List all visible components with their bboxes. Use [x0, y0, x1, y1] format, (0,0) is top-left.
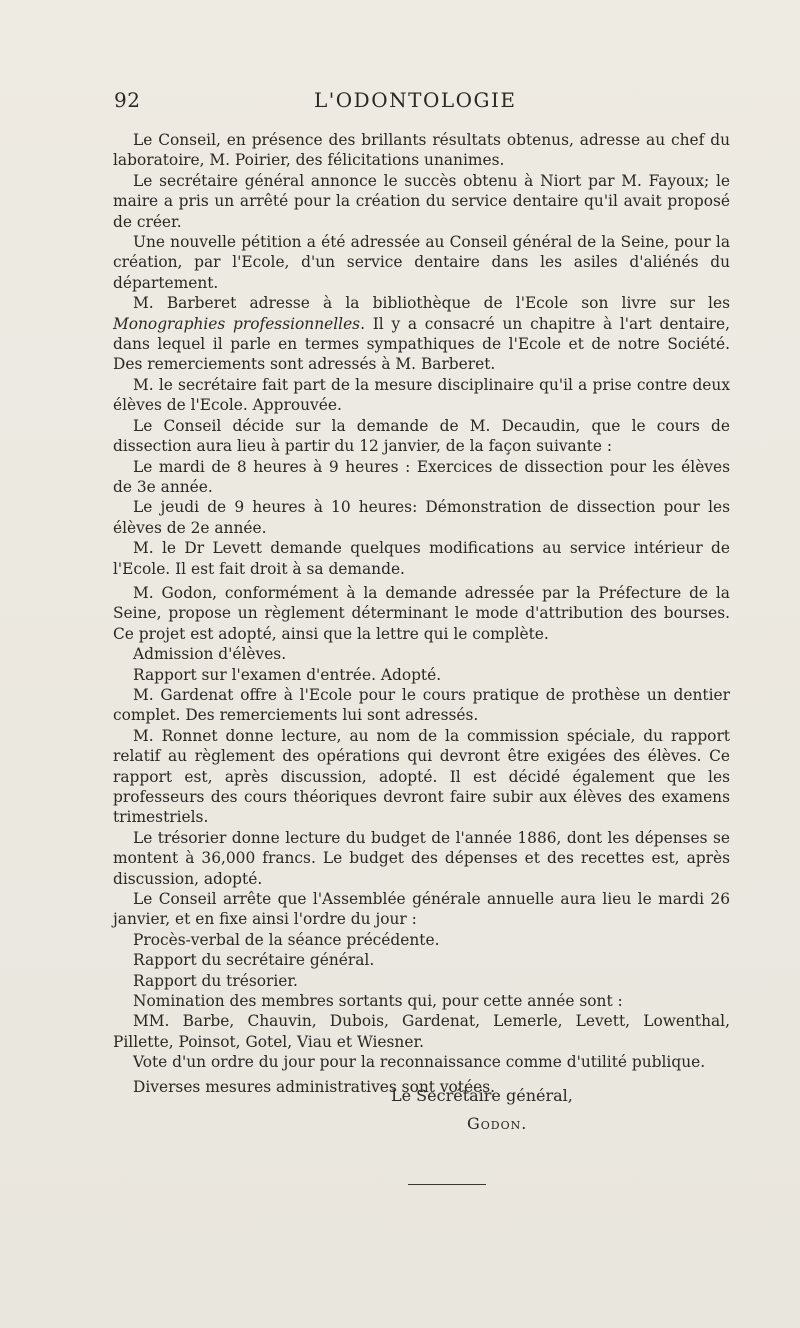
agenda-vote: Vote d'un ordre du jour pour la reconnaissance comme d'utilité publique.: [133, 1053, 706, 1072]
paragraph-niort: Le secrétaire général annonce le succès obtenu à Niort par M. Fayoux; le maire a pris un arrêté pour la création du service dentaire qu'il avait proposé de créer.: [113, 171, 730, 231]
end-rule: [408, 1184, 486, 1185]
paragraph-assembly: Le Conseil arrête que l'Assemblée générale annuelle aura lieu le mardi 26 janvier, et en fixe ainsi l'ordre du jour :: [113, 890, 730, 929]
paragraph-petition: Une nouvelle pétition a été adressée au Conseil général de la Seine, pour la création, par l'Ecole, d'un service dentaire dans les asiles d'aliénés du département.: [113, 233, 730, 292]
paragraph-laboratory: Le Conseil, en présence des brillants résultats obtenus, adresse au chef du laboratoire, M. Poirier, des félicitations unanimes.: [113, 131, 730, 170]
barberet-text-before: M. Barberet adresse à la bibliothèque de l'Ecole son livre sur les: [133, 294, 730, 313]
agenda-item: Rapport du trésorier.: [133, 971, 298, 990]
agenda-item: Procès-verbal de la séance précédente.: [133, 930, 440, 949]
signature-title: Le Secrétaire général,: [391, 1086, 573, 1105]
paragraph-levett: M. le Dr Levett demande quelques modifications au service intérieur de l'Ecole. Il est fait droit à sa demande.: [113, 539, 730, 578]
running-title: L'ODONTOLOGIE: [314, 88, 517, 112]
paragraph-discipline: M. le secrétaire fait part de la mesure disciplinaire qu'il a prise contre deux élèves de l'Ecole. Approuvée.: [113, 375, 730, 415]
paragraph-godon: M. Godon, conformément à la demande adressée par la Préfecture de la Seine, propose un règlement déterminant le mode d'attribution des bourses. Ce projet est adopté, ainsi que la lettre qui le complète.: [113, 583, 730, 643]
page-number: 92: [114, 88, 141, 112]
paragraph-tuesday: Le mardi de 8 heures à 9 heures : Exercices de dissection pour les élèves de 3e année.: [113, 457, 730, 496]
barberet-text-after: . Il y a consacré un chapitre à l'art dentaire, dans lequel il parle en termes sympathiques de l'Ecole et de notre: [113, 314, 730, 354]
paragraph-gardenat: M. Gardenat offre à l'Ecole pour le cours pratique de prothèse un dentier complet. Des remerciements lui sont adressés.: [113, 685, 730, 725]
paragraph-barberet: [113, 293, 730, 375]
paragraph-closing: Diverses mesures administratives sont votées.: [133, 1077, 495, 1096]
barberet-thanks: Société. Des remerciements sont adressés à M. Barberet.: [113, 335, 730, 374]
paragraph-admission: Admission d'élèves.: [133, 645, 287, 664]
agenda-item: Rapport du secrétaire général.: [133, 951, 375, 970]
paragraph-thursday: Le jeudi de 9 heures à 10 heures: Démonstration de dissection pour les élèves de 2e année.: [113, 498, 730, 537]
agenda-members: MM. Barbe, Chauvin, Dubois, Gardenat, Lemerle, Levett, Lowenthal, Pillette, Poinsot, Gotel, Viau et Wiesner.: [113, 1012, 730, 1051]
agenda-item: Nomination des membres sortants qui, pour cette année sont :: [133, 992, 623, 1011]
paragraph-dissection: Le Conseil décide sur la demande de M. Decaudin, que le cours de dissection aura lieu à partir du 12 janvier, de la façon suivante :: [113, 416, 730, 456]
book-title: Monographies professionnelles: [113, 314, 361, 333]
paragraph-ronnet: M. Ronnet donne lecture, au nom de la commission spéciale, du rapport relatif au règlement des opérations qui devront être exigées des élèves. Ce rapport est, après discussion, adopté. Il est décidé également que les professeurs des cours théoriques devront faire subir aux élèves des examens trimestriels.: [113, 726, 730, 827]
paragraph-budget: Le trésorier donne lecture du budget de l'année 1886, dont les dépenses se montent à 36,000 francs. Le budget des dépenses et des recettes est, après discussion, adopté.: [113, 828, 730, 888]
signature-name: Godon.: [467, 1114, 528, 1133]
page-header: [114, 88, 728, 116]
paragraph-exam-report: Rapport sur l'examen d'entrée. Adopté.: [133, 665, 442, 684]
signature-block: [391, 1082, 573, 1138]
body-text: [113, 130, 730, 1097]
